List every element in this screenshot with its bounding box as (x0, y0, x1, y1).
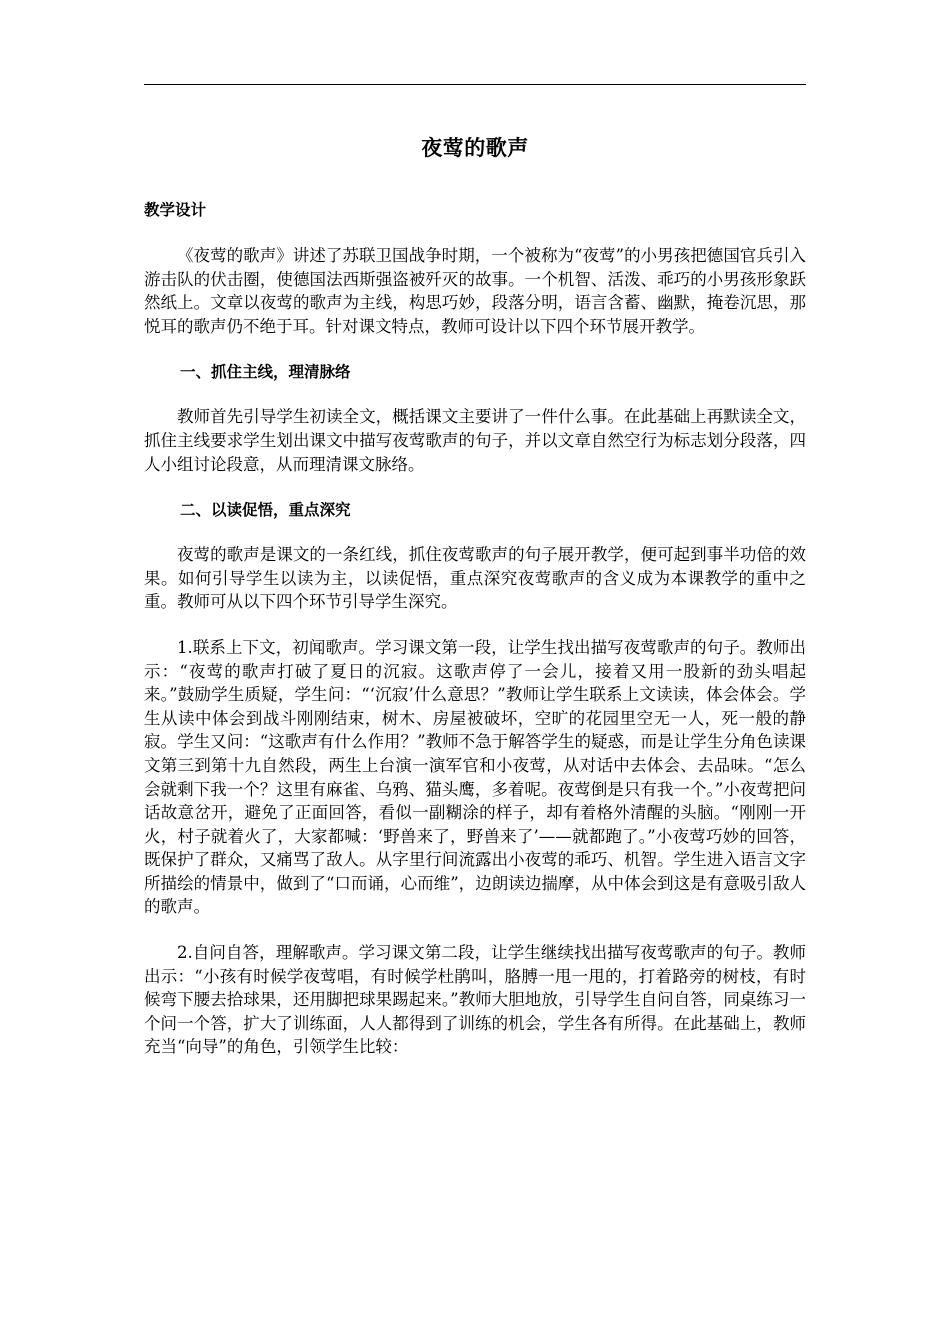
intro-paragraph: 《夜莺的歌声》讲述了苏联卫国战争时期，一个被称为“夜莺”的小男孩把德国官兵引入游击队的伏击圈，使德国法西斯强盗被歼灭的故事。一个机智、活泼、乖巧的小男孩形象跃然纸上。文章以夜莺的歌声为主线，构思巧妙，段落分明，语言含蓄、幽默，掩卷沉思，那悦耳的歌声仍不绝于耳。针对课文特点，教师可设计以下四个环节展开教学。 (144, 246, 806, 336)
part1-paragraph: 教师首先引导学生初读全文，概括课文主要讲了一件什么事。在此基础上再默读全文，抓住主线要求学生划出课文中描写夜莺歌声的句子，并以文章自然空行为标志划分段落，四人小组讨论段意，从而理清课文脉络。 (144, 407, 806, 474)
header-rule (144, 84, 806, 85)
step2-paragraph: 2.自问自答，理解歌声。学习课文第二段，让学生继续找出描写夜莺歌声的句子。教师出示：“小孩有时候学夜莺唱，有时候学杜鹃叫，胳膊一甩一甩的，打着路旁的树枝，有时候弯下腰去拾球果，还用脚把球果踢起来。”教师大胆地放，引导学生自问自答，同桌练习一个问一个答，扩大了训练面，人人都得到了训练的机会，学生各有所得。在此基础上，教师充当“向导”的角色，引领学生比较： (144, 943, 806, 1057)
part1-heading: 一、抓住主线，理清脉络 (180, 363, 351, 382)
document-title: 夜莺的歌声 (421, 136, 529, 160)
step1-paragraph: 1.联系上下文，初闻歌声。学习课文第一段，让学生找出描写夜莺歌声的句子。教师出示：“夜莺的歌声打破了夏日的沉寂。这歌声停了一会儿，接着又用一股新的劲头唱起来。”鼓励学生质疑，学生问：“‘沉寂’什么意思？”教师让学生联系上文读读，体会体会。学生从读中体会到战斗刚刚结束，树木、房屋被破坏，空旷的花园里空无一人，死一般的静寂。学生又问：“这歌声有什么作用？”教师不急于解答学生的疑惑，而是让学生分角色读课文第三到第十九自然段，两生上台演一演军官和小夜莺，从对话中去体会、去品味。“怎么会就剩下我一个？这里有麻雀、乌鸦、猫头鹰，多着呢。夜莺倒是只有我一个。”小夜莺把问话故意岔开，避免了正面回答，看似一副糊涂的样子，却有着格外清醒的头脑。“刚刚一开火，村子就着火了，大家都喊：‘野兽来了，野兽来了’——就都跑了。”小夜莺巧妙的回答，既保护了群众，又痛骂了敌人。从字里行间流露出小夜莺的乖巧、机智。学生进入语言文字所描绘的情景中，做到了“口而诵，心而维”，边朗读边揣摩，从中体会到这是有意吸引敌人的歌声。 (144, 637, 806, 917)
part2-heading: 二、以读促悟，重点深究 (180, 501, 351, 520)
document-body (144, 132, 806, 1059)
part2-paragraph: 夜莺的歌声是课文的一条红线，抓住夜莺歌声的句子展开教学，便可起到事半功倍的效果。如何引导学生以读为主，以读促悟，重点深究夜莺歌声的含义成为本课教学的重中之重。教师可从以下四个环节引导学生深究。 (144, 545, 806, 612)
section-label: 教学设计 (144, 201, 207, 219)
